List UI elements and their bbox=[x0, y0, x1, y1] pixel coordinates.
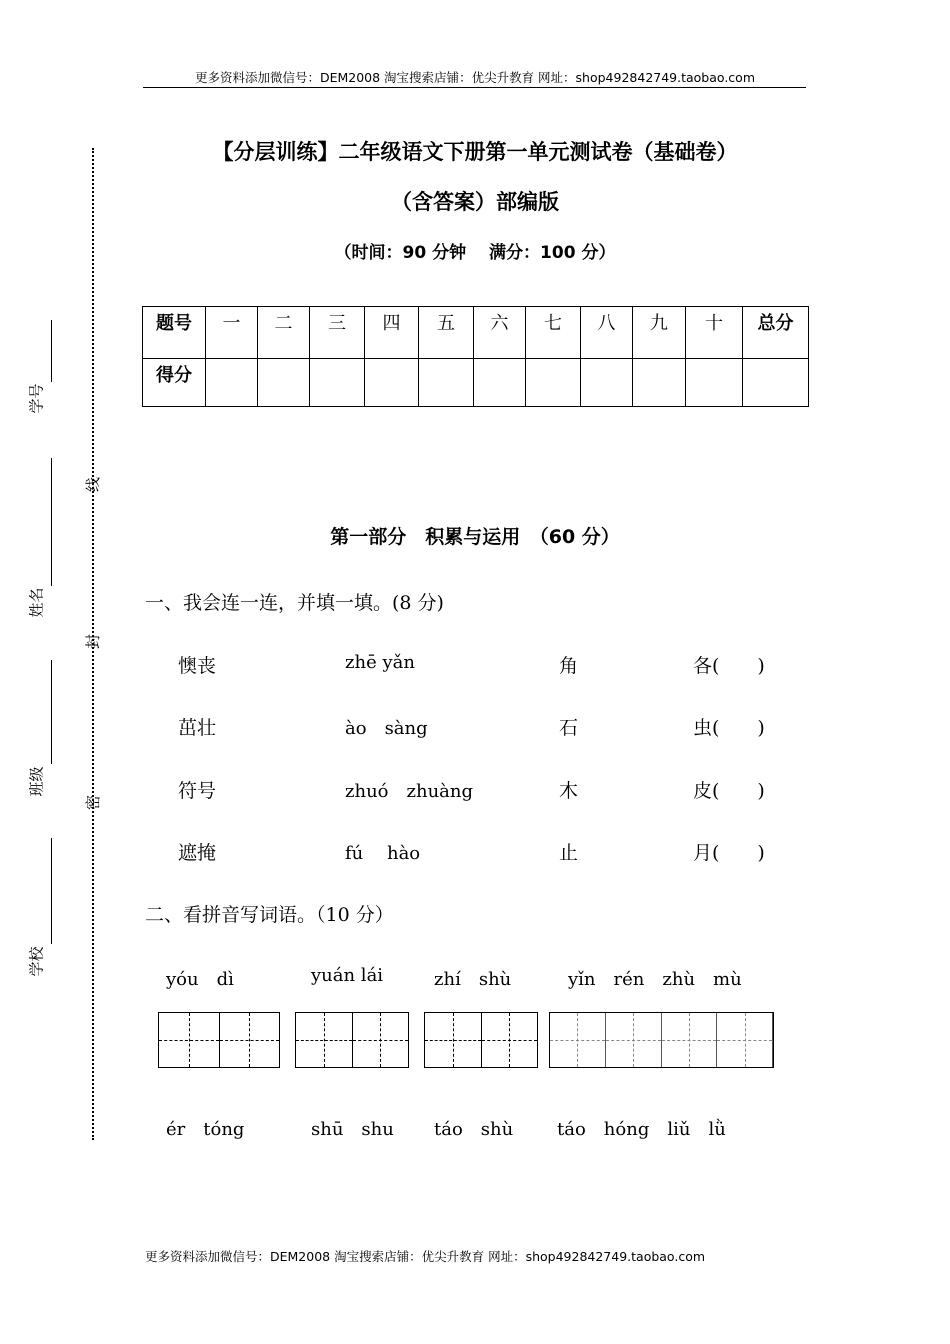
score-input-cell[interactable] bbox=[743, 359, 809, 407]
match-word[interactable]: 符号 bbox=[178, 780, 217, 802]
score-header-cell: 七 bbox=[526, 307, 581, 359]
score-header-cell: 一 bbox=[206, 307, 258, 359]
seal-mark-line: 线 bbox=[84, 476, 103, 493]
pinyin-prompt: táo shù bbox=[434, 1119, 514, 1140]
writing-cell[interactable] bbox=[353, 1013, 409, 1067]
match-pinyin[interactable]: fú hào bbox=[345, 843, 421, 864]
match-word[interactable]: 遮掩 bbox=[178, 842, 217, 864]
score-header-total: 总分 bbox=[743, 307, 809, 359]
writing-cell[interactable] bbox=[662, 1013, 718, 1067]
score-header-cell: 五 bbox=[419, 307, 474, 359]
header-rule bbox=[143, 87, 806, 88]
seal-mark-seal: 封 bbox=[84, 633, 103, 650]
pinyin-prompt: táo hóng liǔ lǜ bbox=[557, 1119, 726, 1140]
match-pinyin[interactable]: zhuó zhuàng bbox=[345, 781, 474, 802]
writing-grid[interactable] bbox=[424, 1012, 538, 1068]
match-radical[interactable]: 木 bbox=[559, 780, 579, 802]
pinyin-prompt: zhí shù bbox=[434, 969, 512, 990]
pinyin-prompt: shū shu bbox=[311, 1119, 394, 1140]
score-header-cell: 二 bbox=[258, 307, 310, 359]
score-input-cell[interactable] bbox=[526, 359, 581, 407]
score-header-cell: 十 bbox=[686, 307, 743, 359]
pinyin-prompt: yóu dì bbox=[166, 969, 234, 990]
score-input-cell[interactable] bbox=[310, 359, 365, 407]
writing-grid[interactable] bbox=[158, 1012, 280, 1068]
writing-cell[interactable] bbox=[482, 1013, 538, 1067]
score-header-label: 题号 bbox=[143, 307, 206, 359]
score-header-cell: 九 bbox=[633, 307, 686, 359]
writing-grid[interactable] bbox=[549, 1012, 774, 1068]
score-input-cell[interactable] bbox=[419, 359, 474, 407]
page-subtitle: （含答案）部编版 bbox=[391, 190, 559, 214]
score-header-cell: 八 bbox=[581, 307, 633, 359]
score-input-cell[interactable] bbox=[474, 359, 526, 407]
match-radical[interactable]: 石 bbox=[559, 717, 579, 739]
score-header-cell: 四 bbox=[365, 307, 419, 359]
header-note: 更多资料添加微信号：DEM2008 淘宝搜索店铺：优尖升教育 网址：shop492842749.taobao.com bbox=[194, 70, 756, 85]
side-label-school: 学校 bbox=[27, 946, 46, 977]
pinyin-prompt: yǐn rén zhù mù bbox=[568, 969, 742, 990]
score-input-cell[interactable] bbox=[581, 359, 633, 407]
writing-cell[interactable] bbox=[606, 1013, 662, 1067]
match-word[interactable]: 茁壮 bbox=[178, 717, 217, 739]
writing-cell[interactable] bbox=[550, 1013, 606, 1067]
pinyin-prompt: yuán lái bbox=[311, 965, 384, 986]
exam-info: （时间：90 分钟 满分：100 分） bbox=[334, 243, 616, 263]
match-fill-blank[interactable]: 皮( ) bbox=[693, 780, 765, 802]
writing-cell[interactable] bbox=[159, 1013, 220, 1067]
part-one-title: 第一部分 积累与运用 （60 分） bbox=[330, 526, 620, 548]
score-input-cell[interactable] bbox=[258, 359, 310, 407]
match-fill-blank[interactable]: 各( ) bbox=[693, 655, 765, 677]
side-blank-student-id bbox=[51, 320, 52, 382]
pinyin-prompt: ér tóng bbox=[166, 1119, 245, 1140]
writing-cell[interactable] bbox=[717, 1013, 773, 1067]
score-input-cell[interactable] bbox=[633, 359, 686, 407]
score-row-label: 得分 bbox=[143, 359, 206, 407]
score-input-cell[interactable] bbox=[365, 359, 419, 407]
writing-grid[interactable] bbox=[295, 1012, 409, 1068]
match-radical[interactable]: 角 bbox=[559, 655, 579, 677]
score-header-cell: 六 bbox=[474, 307, 526, 359]
match-word[interactable]: 懊丧 bbox=[178, 655, 217, 677]
side-blank-school bbox=[51, 838, 52, 944]
match-pinyin[interactable]: ào sàng bbox=[345, 718, 428, 739]
writing-cell[interactable] bbox=[296, 1013, 353, 1067]
score-table bbox=[142, 306, 809, 407]
page-title: 【分层训练】二年级语文下册第一单元测试卷（基础卷） bbox=[212, 140, 738, 164]
match-pinyin[interactable]: zhē yǎn bbox=[345, 652, 415, 673]
side-label-class: 班级 bbox=[27, 766, 46, 797]
side-label-student-id: 学号 bbox=[27, 383, 46, 414]
writing-cell[interactable] bbox=[425, 1013, 482, 1067]
match-fill-blank[interactable]: 虫( ) bbox=[693, 717, 765, 739]
question-1-title: 一、我会连一连，并填一填。(8 分) bbox=[145, 592, 444, 614]
side-label-name: 姓名 bbox=[27, 587, 46, 618]
seal-mark-secret: 密 bbox=[84, 794, 103, 811]
score-input-cell[interactable] bbox=[206, 359, 258, 407]
score-input-cell[interactable] bbox=[686, 359, 743, 407]
footer-note: 更多资料添加微信号：DEM2008 淘宝搜索店铺：优尖升教育 网址：shop492842749.taobao.com bbox=[145, 1249, 706, 1264]
question-2-title: 二、看拼音写词语。（10 分） bbox=[145, 904, 394, 926]
score-header-cell: 三 bbox=[310, 307, 365, 359]
side-blank-class bbox=[51, 660, 52, 764]
match-radical[interactable]: 止 bbox=[559, 842, 579, 864]
score-value-row bbox=[143, 359, 809, 407]
score-header-row bbox=[143, 307, 809, 359]
writing-cell[interactable] bbox=[220, 1013, 280, 1067]
match-fill-blank[interactable]: 月( ) bbox=[693, 842, 765, 864]
